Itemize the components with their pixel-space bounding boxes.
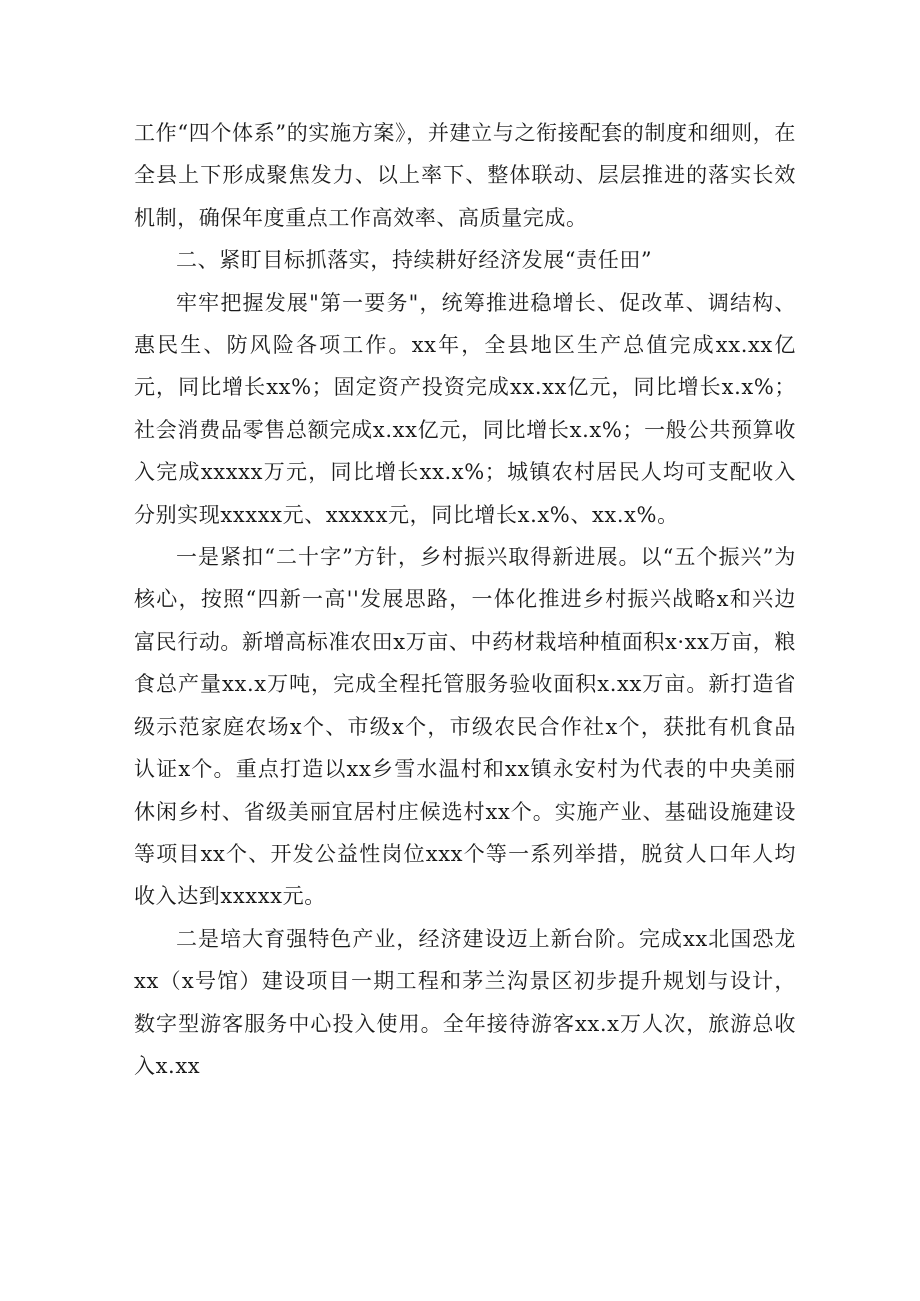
paragraph-economy-overview: 牢牢把握发展"第一要务"，统筹推进稳增长、促改革、调结构、惠民生、防风险各项工作。xx年，全县地区生产总值完成xx.xx亿元，同比增长xx%；固定资产投资完成xx.xx亿元，同比增长x.x%；社会消费品零售总额完成x.xx亿元，同比增长x.x%；一般公共预算收入完成xxxxx万元，同比增长xx.x%；城镇农村居民人均可支配收入分别实现xxxxx元、xxxxx元，同比增长x.x%、xx.x%。 [134,290,796,527]
paragraph-continuation: 工作“四个体系”的实施方案》，并建立与之衔接配套的制度和细则，在全县上下形成聚焦发力、以上率下、整体联动、层层推进的落实长效机制，确保年度重点工作高效率、高质量完成。 [134,121,796,230]
section-heading: 二、紧盯目标抓落实，持续耕好经济发展“责任田” [176,248,653,273]
document-body [134,112,796,1087]
paragraph-industry: 二是培大育强特色产业，经济建设迈上新台阶。完成xx北国恐龙xx（x号馆）建设项目一期工程和茅兰沟景区初步提升规划与设计，数字型游客服务中心投入使用。全年接待游客xx.x万人次，旅游总收入x.xx [134,926,796,1078]
paragraph-rural-revitalization: 一是紧扣“二十字”方针，乡村振兴取得新进展。以“五个振兴”为核心，按照“四新一高''发展思路，一体化推进乡村振兴战略x和兴边富民行动。新增高标准农田x万亩、中药材栽培种植面积x·xx万亩，粮食总产量xx.x万吨，完成全程托管服务验收面积x.xx万亩。新打造省级示范家庭农场x个、市级x个，市级农民合作社x个，获批有机食品认证x个。重点打造以xx乡雪水温村和xx镇永安村为代表的中央美丽休闲乡村、省级美丽宜居村庄候选村xx个。实施产业、基础设施建设等项目xx个、开发公益性岗位xxx个等一系列举措，脱贫人口年人均收入达到xxxxx元。 [134,545,796,909]
